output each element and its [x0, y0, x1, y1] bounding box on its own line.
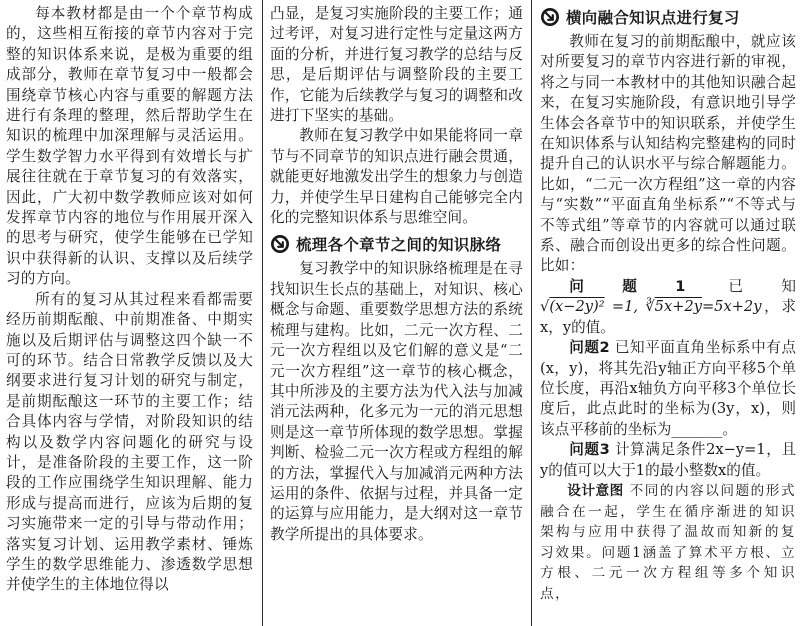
question-1-pre: 已知	[728, 277, 796, 295]
paragraph-implementation: 凸显，是复习实施阶段的主要工作；通过考评，对复习进行定性与定量这两方面的分析，并进行复习教学的总结与反思，是后期评估与调整阶段的主要工作，它能为后续教学与复习的调整和改进打下坚实的基础。	[270, 5, 523, 125]
design-intent-label: 设计意图	[567, 482, 624, 499]
section-heading-knowledge-context	[270, 231, 523, 257]
column-middle	[270, 4, 523, 622]
question-3-label: 问题3	[569, 441, 610, 459]
arrow-circle-icon	[270, 234, 290, 254]
question-1	[540, 277, 796, 338]
question-2	[540, 338, 796, 440]
question-2-text: 已知平面直角坐标系中有点(x，y)，将其先沿y轴正方向平移5个单位长度，再沿x轴负方向平移3个单位长度后，此点此时的坐标为(3y，x)，则该点平移前的坐标为_______。	[540, 339, 796, 438]
design-intent-note	[540, 481, 796, 605]
question-3	[540, 440, 796, 481]
question-1-label: 问题1	[569, 277, 686, 295]
question-2-label: 问题2	[569, 339, 610, 357]
paragraph-knowledge-context: 复习教学中的知识脉络梳理是在寻找知识生长点的基础上，对知识、核心概念与命题、重要数学思想方法的系统梳理与建构。比如，二元一次方程、二元一次方程组以及它们解的意义是“二元一次方程组”这一章节的核心概念，其中所涉及的主要方法为代入法与加减消元法两种，化多元为一元的消元思想则是这一章节所体现的数学思想。掌握判断、检验二元一次方程或方程组的解的方法，掌握代入与加减消元两种方法运用的条件、依据与过程，并具备一定的运算与应用能力，是大纲对这一章节教学所提出的具体要求。	[270, 260, 523, 543]
question-1-formula: √(x−2y)² =1, ∛5x+2y=5x+2y	[540, 298, 762, 316]
paragraph-review-stages: 所有的复习从其过程来看都需要经历前期酝酿、中前期准备、中期实施以及后期评估与调整这四个缺一不可的环节。结合日常教学反馈以及大纲要求进行复习计划的研究与制定，是前期酝酿这一环节的主要工作；结合具体内容与学情，对阶段知识的结构以及数学内容问题化的研究与设计，是准备阶段的主要工作，这一阶段的工作应围绕学生知识理解、能力形成与提高而进行，应该为后期的复习实施带来一定的引导与带动作用；落实复习计划、运用教学素材、锤炼学生的数学思维能力、渗透数学思想并使学生的主体地位得以	[6, 290, 253, 594]
question-1-post: ，求x，y的值。	[540, 298, 796, 336]
design-intent-text: 不同的内容以问题的形式融合在一起，学生在循序渐进的知识架构与应用中获得了温故而知新的复习效果。问题1涵盖了算术平方根、立方根、二元一次方程组等多个知识点，	[540, 482, 796, 602]
column-right	[540, 4, 796, 622]
paragraph-integration: 教师在复习教学中如果能将同一章节与不同章节的知识点进行融会贯通，就能更好地激发出学生的想象力与创造力，并使学生早日建构自己能够完全内化的完整知识体系与思维空间。	[270, 127, 523, 227]
paragraph-horizontal-review: 教师在复习的前期酝酿中，就应该对所要复习的章节内容进行新的审视，将之与同一本教材中的其他知识融合起来，在复习实施阶段，有意识地引导学生体会各章节中的知识联系，并使学生在知识体系与认知结构完整建构的同时提升自己的认识水平与综合解题能力。比如，“二元一次方程组”这一章的内容与“实数”“平面直角坐标系”“不等式与不等式组”等章节的内容就可以通过联系、融合而创设出更多的综合性问题。比如：	[540, 33, 796, 275]
section-heading-horizontal-review	[540, 4, 796, 30]
paragraph-intro: 每本教材都是由一个个章节构成的，这些相互衔接的章节内容对于完整的知识体系来说，是极为重要的组成部分，教师在章节复习中一般都会围绕章节核心内容与重要的解题方法进行有条理的整理，然后帮助学生在知识的梳理中加深理解与灵活运用。学生数学智力水平得到有效增长与扩展往往就在于章节复习的有效落实，因此，广大初中数学教师应该对如何发挥章节内容的地位与作用展开深入的思考与研究，使学生能够在已学知识中获得新的认识、支撑以及后续学习的方向。	[6, 5, 253, 288]
column-divider-left	[262, 0, 263, 626]
question-3-text: 计算满足条件2x−y=1，且y的值可以大于1的最小整数x的值。	[540, 441, 796, 479]
arrow-circle-icon	[540, 7, 560, 27]
column-divider-right	[531, 0, 532, 626]
section-heading-text: 横向融合知识点进行复习	[566, 9, 740, 27]
column-left	[6, 4, 253, 622]
section-heading-text: 梳理各个章节之间的知识脉络	[296, 236, 502, 255]
